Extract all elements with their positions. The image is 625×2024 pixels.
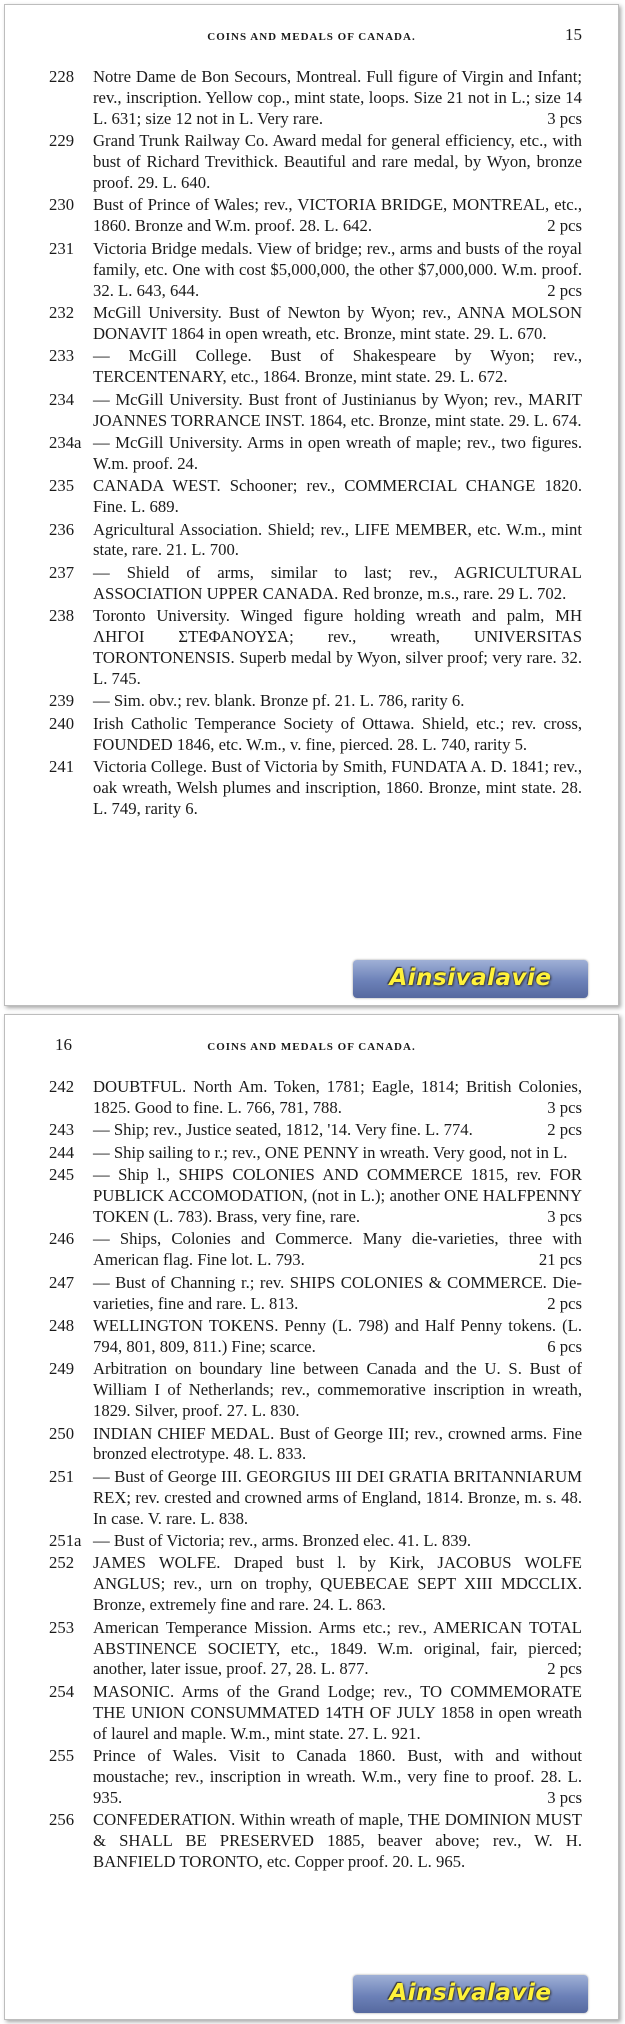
lot-quantity: 21 pcs <box>538 1250 582 1270</box>
lot-quantity: 2 pcs <box>547 1659 582 1679</box>
entry-list <box>49 1077 582 1875</box>
catalog-entry <box>49 433 582 475</box>
lot-description: CONFEDERATION. Within wreath of maple, THE DOMINION MUST & SHALL BE PRESERVED 1885, beaver above; rev., W. H. BANFIELD TORONTO, etc. Copper proof. 20. L. 965. <box>93 1810 582 1872</box>
lot-number: 239 <box>49 691 75 711</box>
lot-number: 231 <box>49 238 75 258</box>
lot-quantity: 2 pcs <box>547 216 582 236</box>
catalog-entry <box>49 1467 582 1530</box>
lot-number: 242 <box>49 1077 75 1096</box>
lot-description: — Ship sailing to r.; rev., ONE PENNY in wreath. Very good, not in L. <box>93 1142 568 1162</box>
lot-number: 252 <box>49 1553 75 1573</box>
lot-number: 247 <box>49 1272 75 1292</box>
lot-number: 245 <box>49 1165 75 1185</box>
lot-description: McGill University. Bust of Newton by Wyon; rev., ANNA MOLSON DONAVIT 1864 in open wreath, etc. Bronze, mint state. 29. L. 670. <box>93 302 582 343</box>
lot-description: — McGill College. Bust of Shakespeare by Wyon; rev., TERCENTENARY, etc., 1864. Bronze, mint state. 29. L. 672. <box>93 346 582 387</box>
lot-description: — McGill University. Bust front of Justinianus by Wyon; rev., MARIT JOANNES TORRANCE INST. 1864, etc. Bronze, mint state. 29. L. 674. <box>93 389 582 430</box>
catalog-entry <box>49 1424 582 1466</box>
lot-quantity: 2 pcs <box>547 280 582 300</box>
catalog-entry <box>49 1746 582 1809</box>
catalog-entry <box>49 1273 582 1315</box>
header-title: COINS AND MEDALS OF CANADA. <box>207 31 416 43</box>
lot-description: — Ship; rev., Justice seated, 1812, '14. Very fine. L. 774. <box>93 1120 473 1140</box>
page-15 <box>4 4 619 1006</box>
lot-description: Irish Catholic Temperance Society of Ottawa. Shield, etc.; rev. cross, FOUNDED 1846, etc. W.m., v. fine, pierced. 28. L. 740, rarity 5. <box>93 713 582 754</box>
lot-description: — Ship l., SHIPS COLONIES AND COMMERCE 1815, rev. FOR PUBLICK ACCOMODATION, (not in L.); another ONE HALFPENNY TOKEN (L. 783). Brass, very fine, rare. <box>93 1165 582 1226</box>
catalog-entry <box>49 476 582 518</box>
lot-number: 256 <box>49 1810 75 1830</box>
lot-quantity: 3 pcs <box>547 1206 582 1226</box>
catalog-entry <box>49 563 582 605</box>
lot-description: — Bust of George III. GEORGIUS III DEI GRATIA BRITANNIARUM REX; rev. crested and crowned arms of England, 1814. Bronze, m. s. 48. In case. V. rare. L. 838. <box>93 1466 582 1528</box>
catalog-entry <box>49 390 582 432</box>
lot-description: CANADA WEST. Schooner; rev., COMMERCIAL CHANGE 1820. Fine. L. 689. <box>93 476 582 517</box>
catalog-entry <box>49 1618 582 1681</box>
lot-number: 251a <box>49 1531 82 1551</box>
catalog-entry <box>49 1531 582 1552</box>
lot-description: — Shield of arms, similar to last; rev., AGRICULTURAL ASSOCIATION UPPER CANADA. Red bronze, m.s., rare. 29 L. 702. <box>93 562 582 603</box>
lot-number: 236 <box>49 519 75 539</box>
lot-number: 234a <box>49 432 82 452</box>
catalog-entry <box>49 1077 582 1119</box>
lot-description: — Bust of Channing r.; rev. SHIPS COLONIES & COMMERCE. Die-varieties, fine and rare. L. 813. <box>93 1272 582 1313</box>
lot-number: 253 <box>49 1617 75 1637</box>
catalog-entry <box>49 239 582 302</box>
running-header <box>5 5 618 45</box>
lot-description: Victoria College. Bust of Victoria by Smith, FUNDATA A. D. 1841; rev., oak wreath, Welsh plumes and inscription, 1860. Bronze, mint state. 28. L. 749, rarity 6. <box>93 757 582 818</box>
lot-description: Toronto University. Winged figure holding wreath and palm, ΜΗ ΛΗΓΟΙ ΣΤΕΦΑΝΟΥΣΑ; rev., wreath, UNIVERSITAS TORONTONENSIS. Superb medal by Wyon, silver proof; very rare. 32. L. 745. <box>93 606 582 688</box>
entry-list <box>49 67 582 821</box>
catalog-entry <box>49 1359 582 1422</box>
catalog-entry <box>49 714 582 756</box>
lot-number: 229 <box>49 131 75 151</box>
catalog-entry <box>49 757 582 820</box>
lot-number: 228 <box>49 67 75 86</box>
lot-description: — McGill University. Arms in open wreath of maple; rev., two figures. W.m. proof. 24. <box>93 432 582 473</box>
lot-number: 237 <box>49 562 75 582</box>
lot-quantity: 2 pcs <box>547 1120 582 1140</box>
lot-quantity: 2 pcs <box>547 1293 582 1313</box>
lot-number: 251 <box>49 1466 75 1486</box>
lot-number: 235 <box>49 476 75 496</box>
lot-description: Bust of Prince of Wales; rev., VICTORIA BRIDGE, MONTREAL, etc., 1860. Bronze and W.m. proof. 28. L. 642. <box>93 195 582 236</box>
lot-description: Notre Dame de Bon Secours, Montreal. Full figure of Virgin and Infant; rev., inscription. Yellow cop., mint state, loops. Size 21 not in L.; size 14 L. 631; size 12 not in L. Very rare. <box>93 67 582 128</box>
catalog-entry <box>49 1810 582 1873</box>
lot-description: MASONIC. Arms of the Grand Lodge; rev., TO COMMEMORATE THE UNION CONSUMMATED 14TH OF JULY 1858 in open wreath of laurel and maple. W.m., mint state. 27. L. 921. <box>93 1681 582 1743</box>
catalog-entry <box>49 67 582 130</box>
lot-number: 255 <box>49 1746 75 1766</box>
lot-description: JAMES WOLFE. Draped bust l. by Kirk, JACOBUS WOLFE ANGLUS; rev., urn on trophy, QUEBECAE SEPT XIII MDCCLIX. Bronze, extremely fine and rare. 24. L. 863. <box>93 1553 582 1615</box>
catalog-entry <box>49 606 582 690</box>
catalog-entry <box>49 131 582 194</box>
lot-description: Grand Trunk Railway Co. Award medal for general efficiency, etc., with bust of Richard Trevithick. Beautiful and rare medal, by Wyon, bronze proof. 29. L. 640. <box>93 131 582 193</box>
lot-number: 234 <box>49 389 75 409</box>
catalog-entry <box>49 1553 582 1616</box>
lot-number: 254 <box>49 1681 75 1701</box>
lot-number: 241 <box>49 757 75 776</box>
lot-number: 248 <box>49 1315 75 1335</box>
lot-quantity: 6 pcs <box>547 1336 582 1356</box>
lot-number: 249 <box>49 1359 75 1379</box>
catalog-entry <box>49 1120 582 1141</box>
lot-description: — Ships, Colonies and Commerce. Many die-varieties, three with American flag. Fine lot. L. 793. <box>93 1229 582 1270</box>
lot-description: DOUBTFUL. North Am. Token, 1781; Eagle, 1814; British Colonies, 1825. Good to fine. L. 766, 781, 788. <box>93 1077 582 1117</box>
watermark-text: Ainsivalavie <box>389 1980 552 2006</box>
watermark-banner <box>353 960 588 998</box>
header-title: COINS AND MEDALS OF CANADA. <box>207 1041 416 1053</box>
lot-number: 233 <box>49 346 75 366</box>
catalog-entry <box>49 1682 582 1745</box>
catalog-entry <box>49 691 582 712</box>
page-number: 16 <box>55 1035 72 1054</box>
lot-quantity: 3 pcs <box>547 1097 582 1117</box>
lot-description: American Temperance Mission. Arms etc.; rev., AMERICAN TOTAL ABSTINENCE SOCIETY, etc., 1849. W.m. original, fair, pierced; another, later issue, proof. 27, 28. L. 877. <box>93 1617 582 1679</box>
lot-quantity: 3 pcs <box>547 1787 582 1807</box>
page-number: 15 <box>565 25 582 44</box>
catalog-entry <box>49 1229 582 1271</box>
lot-number: 230 <box>49 195 75 215</box>
lot-number: 240 <box>49 713 75 733</box>
lot-description: — Bust of Victoria; rev., arms. Bronzed elec. 41. L. 839. <box>93 1531 472 1551</box>
watermark-text: Ainsivalavie <box>389 965 552 991</box>
catalog-entry <box>49 1143 582 1164</box>
lot-number: 243 <box>49 1120 75 1140</box>
catalog-entry <box>49 1316 582 1358</box>
lot-number: 246 <box>49 1229 75 1249</box>
catalog-entry <box>49 520 582 562</box>
catalog-entry <box>49 346 582 388</box>
lot-description: Prince of Wales. Visit to Canada 1860. Bust, with and without moustache; rev., inscription in wreath. W.m., very fine to proof. 28. L. 935. <box>93 1746 582 1807</box>
lot-quantity: 3 pcs <box>547 108 582 128</box>
watermark-banner <box>353 1975 588 2013</box>
lot-description: INDIAN CHIEF MEDAL. Bust of George III; rev., crowned arms. Fine bronzed electrotype. 48. L. 833. <box>93 1423 582 1464</box>
lot-number: 250 <box>49 1423 75 1443</box>
lot-description: Victoria Bridge medals. View of bridge; rev., arms and busts of the royal family, etc. One with cost $5,000,000, the other $7,000,000. W.m. proof. 32. L. 643, 644. <box>93 238 582 300</box>
running-header <box>5 1015 618 1055</box>
catalog-entry <box>49 303 582 345</box>
lot-number: 232 <box>49 302 75 322</box>
lot-description: Arbitration on boundary line between Canada and the U. S. Bust of William I of Netherlands; rev., commemorative inscription in wreath, 1829. Silver, proof. 27. L. 830. <box>93 1359 582 1421</box>
catalog-entry <box>49 195 582 237</box>
catalog-entry <box>49 1165 582 1228</box>
lot-description: Agricultural Association. Shield; rev., LIFE MEMBER, etc. W.m., mint state, rare. 21. L. 700. <box>93 519 582 560</box>
lot-number: 238 <box>49 606 75 626</box>
lot-description: WELLINGTON TOKENS. Penny (L. 798) and Half Penny tokens. (L. 794, 801, 809, 811.) Fine; scarce. <box>93 1315 582 1356</box>
lot-number: 244 <box>49 1142 75 1162</box>
page-16 <box>4 1014 619 2020</box>
lot-description: — Sim. obv.; rev. blank. Bronze pf. 21. L. 786, rarity 6. <box>93 691 465 711</box>
